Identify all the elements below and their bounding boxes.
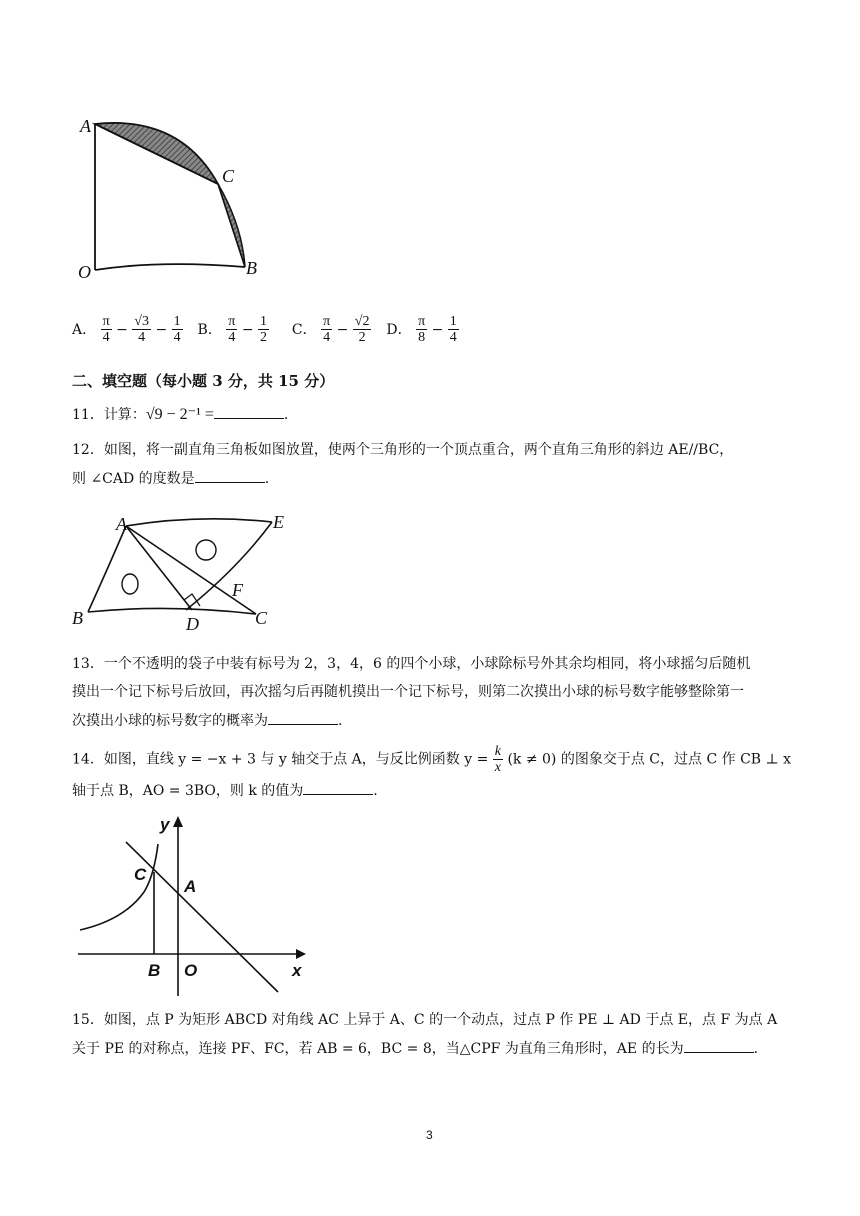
label-c: C xyxy=(255,608,268,628)
figure-sector xyxy=(70,110,280,285)
question-11: 11．计算：√9 − 2⁻¹ = . xyxy=(72,406,289,423)
label-a: A xyxy=(80,116,91,136)
label-f: F xyxy=(232,580,243,600)
question-15-line-2: 关于 PE 的对称点，连接 PF、FC，若 AB = 6，BC = 8，当△CPF 为直角三角形时，AE 的长为 . xyxy=(72,1038,758,1059)
answer-blank-14[interactable] xyxy=(303,780,373,795)
answer-blank-15[interactable] xyxy=(684,1038,754,1053)
label-o: O xyxy=(78,262,91,282)
answer-blank-13[interactable] xyxy=(268,710,338,725)
question-12-line-2: 则 ∠CAD 的度数是 . xyxy=(72,468,269,489)
section-heading: 二、填空题（每小题 3 分，共 15 分） xyxy=(72,372,335,390)
option-b: B． $\frac{\pi}{4}$ − $\frac{1}{2}$ xyxy=(197,314,267,345)
figure-coordinate-graph xyxy=(74,812,314,998)
label-c: C xyxy=(134,865,147,884)
question-10-options xyxy=(72,314,459,345)
question-14-line-2: 轴于点 B，AO = 3BO，则 k 的值为 . xyxy=(72,780,378,801)
page-number: 3 xyxy=(426,1128,433,1142)
question-14-line-1: 14．如图，直线 y = −x + 3 与 y 轴交于点 A，与反比例函数 y = $\frac{k}{x}$ (k ≠ 0) 的图象交于点 C，过点 C 作 CB ⊥ x xyxy=(72,744,792,775)
label-e: E xyxy=(273,512,284,532)
label-d: D xyxy=(186,614,199,633)
label-a: A xyxy=(184,877,197,896)
figure-set-squares xyxy=(68,508,298,633)
question-13-line-3: 次摸出小球的标号数字的概率为 . xyxy=(72,710,342,731)
answer-blank-11[interactable] xyxy=(214,404,284,419)
answer-blank-12[interactable] xyxy=(195,468,265,483)
label-b: B xyxy=(148,961,161,980)
label-x: x xyxy=(292,961,302,980)
question-15-line-1: 15．如图，点 P 为矩形 ABCD 对角线 AC 上异于 A、C 的一个动点，过点 P 作 PE ⊥ AD 于点 E，点 F 为点 A xyxy=(72,1012,778,1028)
question-12-line-1: 12．如图，将一副直角三角板如图放置，使两个三角形的一个顶点重合，两个直角三角形的斜边 AE//BC， xyxy=(72,442,734,458)
question-13-line-1: 13．一个不透明的袋子中装有标号为 2，3，4，6 的四个小球，小球除标号外其余均相同，将小球摇匀后随机 xyxy=(72,656,751,672)
option-d: D． $\frac{\pi}{8}$ − $\frac{1}{4}$ xyxy=(386,314,457,345)
label-y: y xyxy=(160,815,170,834)
label-a: A xyxy=(116,514,127,534)
label-b: B xyxy=(72,608,83,628)
label-b: B xyxy=(246,258,257,278)
label-c: C xyxy=(222,166,235,186)
question-13-line-2: 摸出一个记下标号后放回，再次摇匀后再随机摸出一个记下标号，则第二次摸出小球的标号数字能够整除第一 xyxy=(72,684,744,700)
label-o: O xyxy=(184,961,198,980)
option-a: A． $\frac{\pi}{4}$ − $\frac{√3}{4}$ − $\frac{1}{4}$ xyxy=(72,314,181,345)
option-c: C． $\frac{\pi}{4}$ − $\frac{√2}{2}$ xyxy=(291,314,370,345)
